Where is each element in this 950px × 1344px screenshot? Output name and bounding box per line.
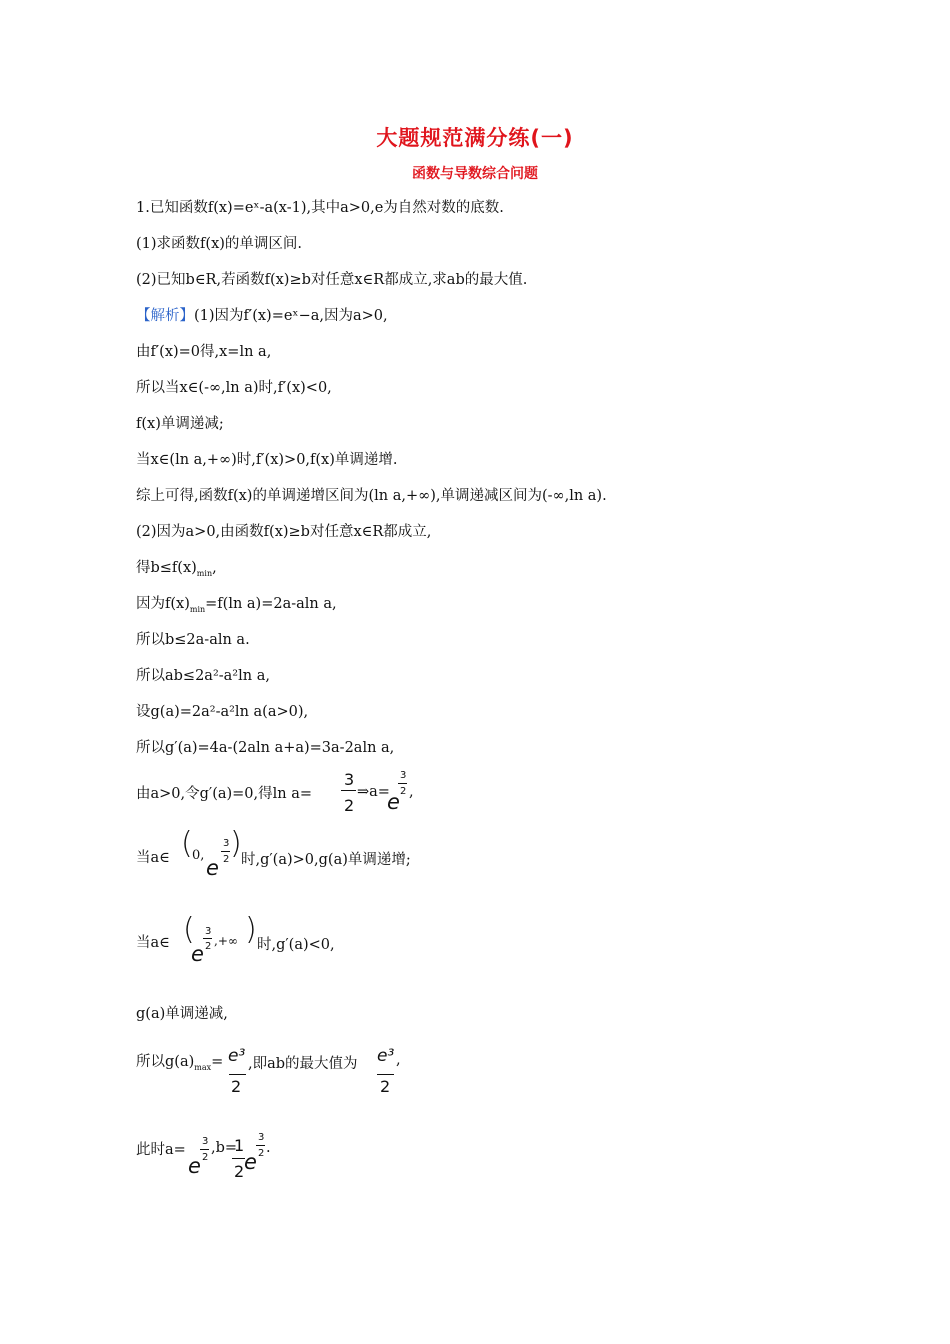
fraction-bar	[221, 851, 230, 852]
text: 时,g′(a)>0,g(a)单调递增;	[241, 852, 411, 868]
math-e: e	[188, 1154, 201, 1178]
text: 所以g(a)	[136, 1054, 195, 1070]
solution-line-17: g(a)单调递减,	[136, 1006, 228, 1022]
text: ,	[396, 1052, 401, 1068]
text: ,即ab的最大值为	[248, 1056, 358, 1072]
left-paren: (	[181, 826, 193, 861]
text: .	[266, 1140, 271, 1156]
problem-part1: (1)求函数f(x)的单调区间.	[136, 236, 303, 252]
right-paren: )	[230, 826, 242, 861]
exp-num: 3	[223, 838, 230, 849]
exp-den: 2	[258, 1148, 265, 1159]
exp-num: 3	[202, 1136, 209, 1147]
solution-line-19	[136, 1140, 186, 1160]
text: =	[211, 1054, 224, 1070]
solution-line-15	[136, 848, 170, 868]
exp-num: 3	[205, 926, 212, 937]
math-e: e	[191, 942, 204, 966]
fraction-bar	[203, 938, 212, 939]
exp-den: 2	[202, 1152, 209, 1163]
solution-line-5: 当x∈(ln a,+∞)时,f′(x)>0,f(x)单调递增.	[136, 452, 398, 468]
solution-line-3: 所以当x∈(-∞,ln a)时,f′(x)<0,	[136, 380, 332, 396]
solution-line-8	[136, 558, 217, 578]
solution-text: (1)因为f′(x)=eˣ−a,因为a>0,	[194, 308, 388, 324]
text: 由a>0,令g′(a)=0,得ln a=	[136, 786, 313, 802]
text: 当a∈	[136, 935, 170, 951]
math-e: e	[244, 1150, 257, 1174]
text: 0,	[192, 848, 205, 863]
fraction-denominator: 2	[344, 796, 355, 815]
text: 时,g′(a)<0,	[257, 937, 335, 953]
text: ⇒a=	[357, 784, 390, 800]
solution-line-6: 综上可得,函数f(x)的单调递增区间为(ln a,+∞),单调递减区间为(-∞,ln a).	[136, 488, 607, 504]
text: ,	[409, 784, 414, 800]
exp-den: 2	[205, 941, 212, 952]
exp-den: 2	[223, 854, 230, 865]
problem-stem: 1.已知函数f(x)=eˣ-a(x-1),其中a>0,e为自然对数的底数.	[136, 200, 504, 216]
solution-line-7: (2)因为a>0,由函数f(x)≥b对任意x∈R都成立,	[136, 524, 432, 540]
page-subtitle: 函数与导数综合问题	[412, 166, 538, 182]
fraction-numerator: e³	[377, 1046, 395, 1066]
text: 因为f(x)	[136, 596, 190, 612]
text: =f(ln a)=2a-aln a,	[205, 596, 337, 612]
text: 此时a=	[136, 1142, 186, 1158]
fraction-bar	[398, 783, 407, 784]
text: 得b≤f(x)	[136, 560, 197, 576]
solution-line-1	[136, 306, 388, 326]
page-title: 大题规范满分练(一)	[376, 126, 574, 150]
solution-line-10: 所以b≤2a-aln a.	[136, 632, 250, 648]
fraction-denominator: 2	[380, 1077, 391, 1096]
text: 当a∈	[136, 850, 170, 866]
text: ,	[212, 560, 217, 576]
solution-tag: 【解析】	[136, 308, 194, 324]
text: ,b=	[211, 1140, 238, 1156]
fraction-bar	[377, 1074, 394, 1075]
solution-line-11: 所以ab≤2a²-a²ln a,	[136, 668, 270, 684]
exp-num: 3	[400, 770, 407, 781]
fraction-bar	[229, 1074, 246, 1075]
exp-num: 3	[258, 1132, 265, 1143]
fraction-bar	[341, 790, 356, 791]
fraction-bar	[256, 1145, 265, 1146]
solution-line-4: f(x)单调递减;	[136, 416, 224, 432]
problem-part2: (2)已知b∈R,若函数f(x)≥b对任意x∈R都成立,求ab的最大值.	[136, 272, 528, 288]
right-paren: )	[245, 912, 257, 947]
subscript: min	[189, 604, 206, 614]
fraction-numerator: e³	[228, 1046, 246, 1066]
fraction-numerator: 3	[344, 770, 355, 789]
solution-line-13: 所以g′(a)=4a-(2aln a+a)=3a-2aln a,	[136, 740, 395, 756]
subscript: max	[194, 1062, 212, 1072]
fraction-bar	[200, 1149, 209, 1150]
solution-line-9	[136, 594, 337, 614]
fraction-denominator: 2	[231, 1077, 242, 1096]
subscript: min	[196, 568, 213, 578]
solution-line-2: 由f′(x)=0得,x=ln a,	[136, 344, 272, 360]
solution-line-12: 设g(a)=2a²-a²ln a(a>0),	[136, 704, 309, 720]
solution-line-16	[136, 933, 170, 953]
math-e: e	[387, 790, 400, 814]
solution-line-14	[136, 784, 312, 804]
exp-den: 2	[400, 786, 407, 797]
math-e: e	[206, 856, 219, 880]
fraction-denominator: 2	[234, 1162, 245, 1181]
text: ,+∞	[214, 934, 238, 948]
solution-line-18	[136, 1052, 223, 1072]
left-paren: (	[183, 912, 195, 947]
fraction-numerator: 1	[234, 1136, 245, 1155]
